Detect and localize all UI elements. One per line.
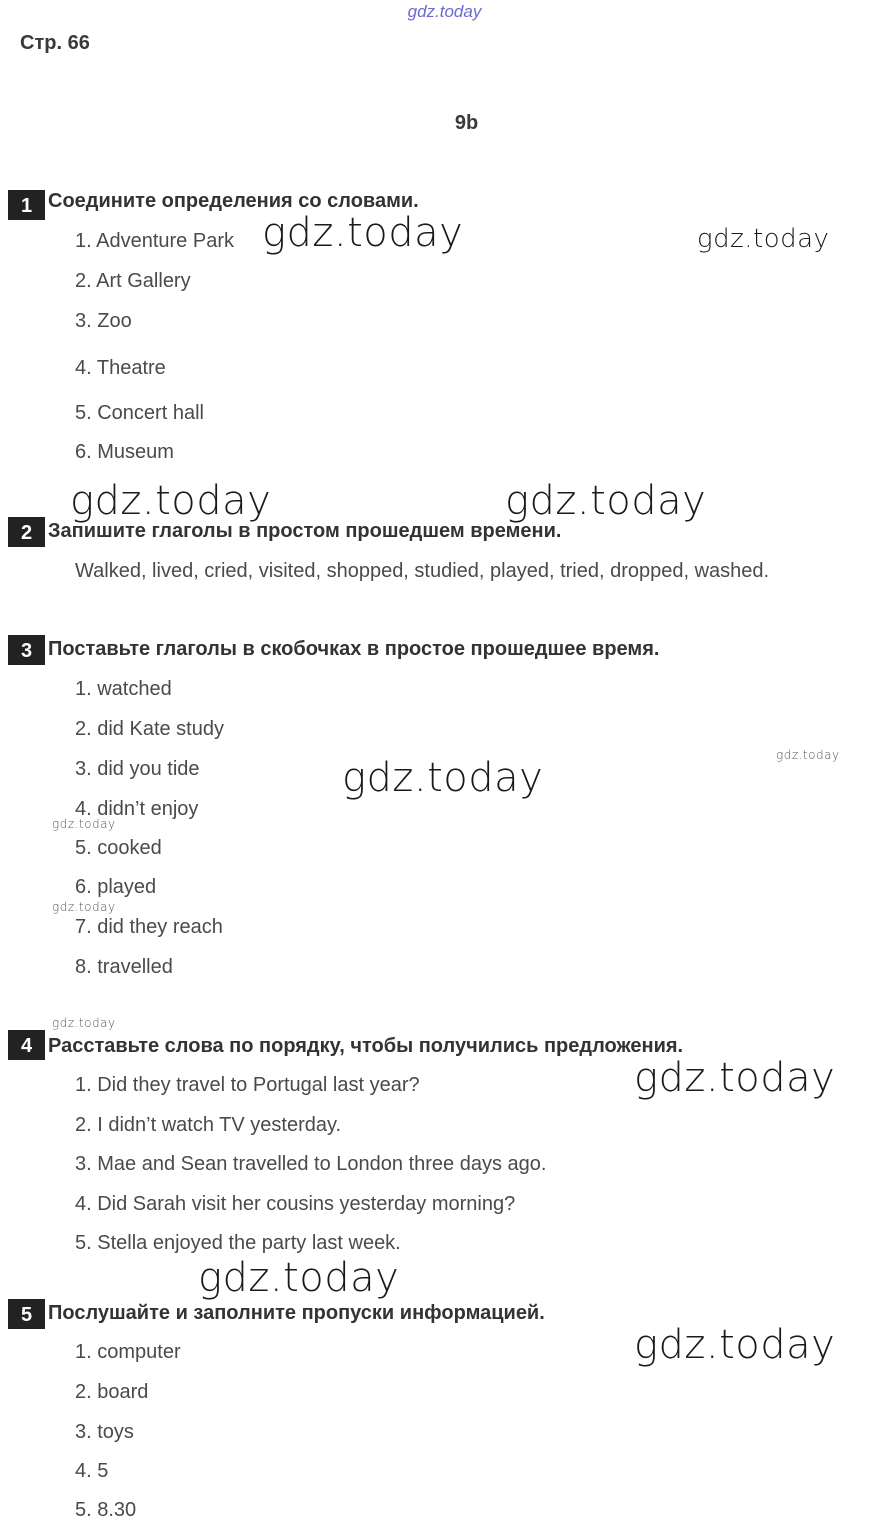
list-item: 6. played [75, 876, 157, 898]
task-title: Послушайте и заполните пропуски информацией. [48, 1302, 545, 1324]
list-item: 2. board [75, 1381, 149, 1403]
list-item: 2. Art Gallery [75, 270, 191, 292]
list-item: 3. Zoo [75, 310, 132, 332]
top-watermark: gdz.today [407, 2, 482, 21]
watermark: gdz.today [776, 748, 840, 762]
task-title: Расставьте слова по порядку, чтобы получились предложения. [48, 1035, 684, 1057]
task-number-badge: 1 [8, 190, 45, 220]
list-item: 5. cooked [75, 837, 162, 859]
task-number-badge: 5 [8, 1299, 45, 1329]
list-item: 5. 8.30 [75, 1499, 137, 1521]
watermark: gdz.today [634, 1055, 836, 1101]
list-item: 2. did Kate study [75, 718, 224, 740]
watermark: gdz.today [697, 224, 830, 254]
task-number-badge: 3 [8, 635, 45, 665]
list-item: 4. Did Sarah visit her cousins yesterday morning? [75, 1193, 516, 1215]
list-item: 3. toys [75, 1421, 134, 1443]
list-item: 4. 5 [75, 1460, 109, 1482]
task-title: Соедините определения со словами. [48, 190, 419, 212]
list-item: 2. I didn’t watch TV yesterday. [75, 1114, 342, 1136]
list-item: 1. computer [75, 1341, 181, 1363]
watermark: gdz.today [262, 210, 464, 256]
list-item: 3. did you tide [75, 758, 200, 780]
task-title: Поставьте глаголы в скобочках в простое прошедшее время. [48, 638, 660, 660]
task-number-badge: 2 [8, 517, 45, 547]
watermark: gdz.today [198, 1255, 400, 1301]
list-item: 1. Did they travel to Portugal last year? [75, 1074, 420, 1096]
list-item: Walked, lived, cried, visited, shopped, studied, played, tried, dropped, washed. [75, 560, 770, 582]
list-item: 3. Mae and Sean travelled to London three days ago. [75, 1153, 547, 1175]
list-item: 5. Concert hall [75, 402, 204, 424]
task-title: Запишите глаголы в простом прошедшем времени. [48, 520, 562, 542]
list-item: 4. Theatre [75, 357, 166, 379]
list-item: 5. Stella enjoyed the party last week. [75, 1232, 401, 1254]
watermark: gdz.today [70, 478, 272, 524]
page-label: Стр. 66 [20, 32, 90, 54]
watermark: gdz.today [52, 1016, 116, 1030]
list-item: 4. didn’t enjoy [75, 798, 199, 820]
watermark: gdz.today [505, 478, 707, 524]
watermark: gdz.today [52, 817, 116, 831]
unit-title: 9b [454, 112, 479, 134]
list-item: 1. watched [75, 678, 172, 700]
list-item: 8. travelled [75, 956, 173, 978]
watermark: gdz.today [342, 755, 544, 801]
watermark: gdz.today [52, 900, 116, 914]
list-item: 7. did they reach [75, 916, 223, 938]
list-item: 1. Adventure Park [75, 230, 234, 252]
task-number-badge: 4 [8, 1030, 45, 1060]
list-item: 6. Museum [75, 441, 174, 463]
watermark: gdz.today [634, 1322, 836, 1368]
